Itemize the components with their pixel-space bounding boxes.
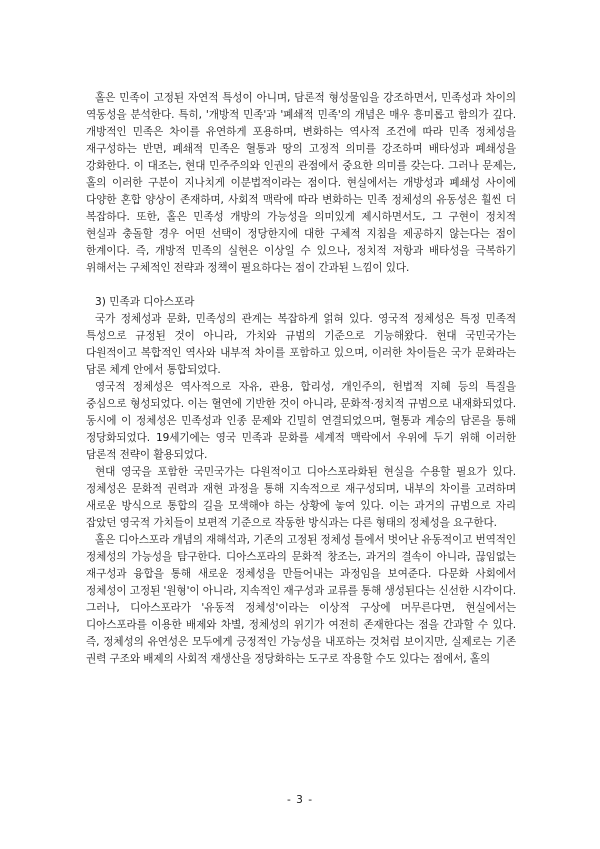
paragraph-hall-nation: 홀은 민족이 고정된 자연적 특성이 아니며, 담론적 형성물임을 강조하면서, 민족성과 차이의 역동성을 분석한다. 특히, '개방적 민족'과 '폐쇄적 민족'의 개념은 매우 흥미롭고 함의가 깊다. 개방적인 민족은 차이를 유연하게 포용하며, 변화하는 역사적 조건에 따라 민족 정체성을 재구성하는 반면, 폐쇄적 민족은 혈통과 땅의 고정적 의미를 강조하며 배타성과 폐쇄성을 강화한다. 이 대조는, 현대 민주주의와 인권의 관점에서 중요한 의미를 갖는다. 그러나 문제는, 홀의 이러한 구분이 지나치게 이분법적이라는 점이다. 현실에서는 개방성과 폐쇄성 사이에 다양한 혼합 양상이 존재하며, 사회적 맥락에 따라 변화하는 민족 정체성의 유동성은 훨씬 더 복잡하다. 또한, 홀은 민족성 개방의 가능성을 의미있게 제시하면서도, 그 구현이 정치적 현실과 충돌할 경우 어떤 선택이 정당한지에 대한 구체적 지침을 제공하지 않는다는 점이 한계이다. 즉, 개방적 민족의 실현은 이상일 수 있으나, 정치적 저항과 배타성을 극복하기 위해서는 구체적인 전략과 정책이 필요하다는 점이 간과된 느낌이 있다. (86, 92, 516, 274)
body-text (86, 90, 516, 668)
paragraph-national-identity: 국가 정체성과 문화, 민족성의 관계는 복잡하게 얽혀 있다. 영국적 정체성은 특정 민족적 특성으로 규정된 것이 아니라, 가치와 규범의 기준으로 기능해왔다. 현대 국민국가는 다원적이고 복합적인 역사와 내부적 차이를 포함하고 있으며, 이러한 차이들은 국가 문화라는 담론 체계 안에서 통합되었다. (86, 313, 516, 376)
section-heading: 3) 민족과 디아스포라 (95, 296, 195, 308)
paragraph-spacer (86, 277, 516, 294)
paragraph-modern-nation-state: 현대 영국을 포함한 국민국가는 다원적이고 디아스포라화된 현실을 수용할 필요가 있다. 정체성은 문화적 권력과 재현 과정을 통해 지속적으로 재구성되며, 내부의 차이를 고려하며 새로운 방식으로 통합의 길을 모색해야 하는 상황에 놓여 있다. 이는 과거의 규범으로 자리 잡았던 영국적 가치들이 보편적 기준으로 작동한 방식과는 다른 형태의 정체성을 요구한다. (86, 466, 516, 529)
page-number: - 3 - (286, 794, 314, 806)
paragraph-diaspora: 홀은 디아스포라 개념의 재해석과, 기존의 고정된 정체성 틀에서 벗어난 유동적이고 번역적인 정체성의 가능성을 탐구한다. 디아스포라의 문화적 창조는, 과거의 결속이 아니라, 끊임없는 재구성과 융합을 통해 새로운 정체성을 만들어내는 과정임을 보여준다. 다문화 사회에서 정체성이 고정된 '원형'이 아니라, 지속적인 재구성과 교류를 통해 생성된다는 신선한 시각이다. 그러나, 디아스포라가 '유동적 정체성'이라는 이상적 구상에 머무른다면, 현실에서는 디아스포라를 이용한 배제와 차별, 정체성의 위기가 여전히 존재한다는 점을 간과할 수 있다. 즉, 정체성의 유연성은 모두에게 긍정적인 가능성을 내포하는 것처럼 보이지만, 실제로는 기존 권력 구조와 배제의 사회적 재생산을 정당화하는 도구로 작용할 수도 있다는 점에서, 홀의 (86, 534, 517, 665)
paragraph-british-identity: 영국적 정체성은 역사적으로 자유, 관용, 합리성, 개인주의, 헌법적 지혜 등의 특질을 중심으로 형성되었다. 이는 혈연에 기반한 것이 아니라, 문화적·정치적 규범으로 내재화되었다. 동시에 이 정체성은 민족성과 인종 문제와 긴밀히 연결되었으며, 혈통과 계승의 담론을 통해 정당화되었다. 19세기에는 영국 민족과 문화를 세계적 맥락에서 우위에 두기 위해 이러한 담론적 전략이 활용되었다. (86, 381, 516, 461)
